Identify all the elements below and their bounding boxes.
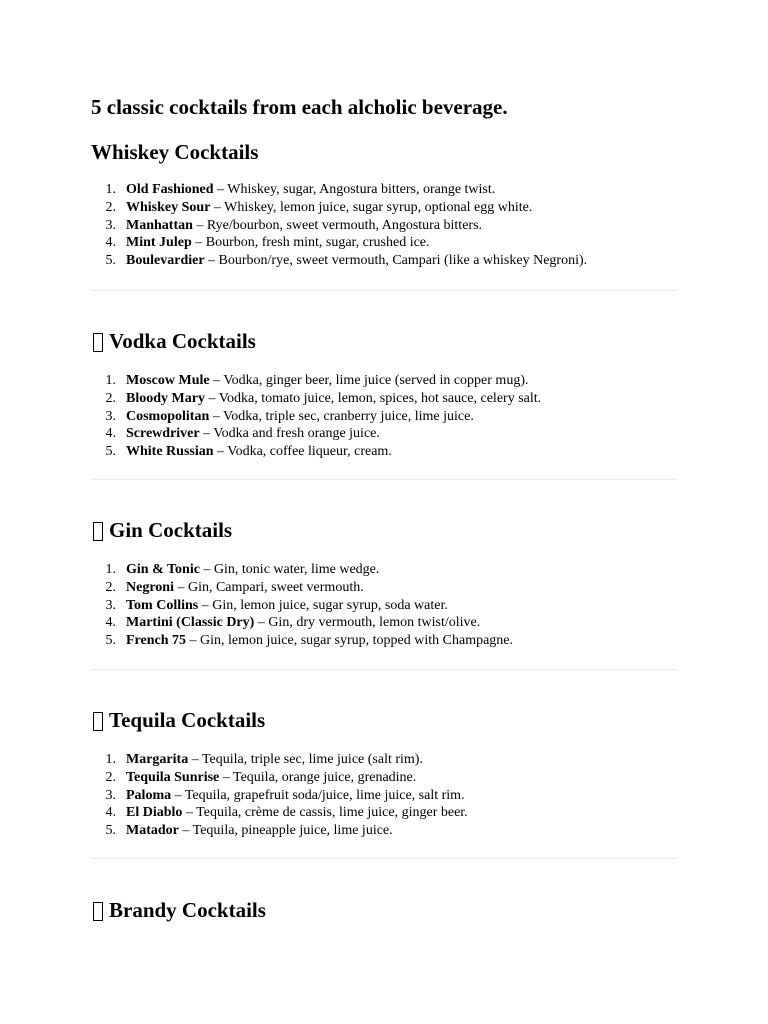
section-heading-text: Tequila Cocktails: [109, 708, 266, 732]
cocktail-description: – Vodka, ginger beer, lime juice (served in copper mug).: [209, 373, 529, 388]
list-item: [91, 390, 677, 408]
section-divider: [91, 290, 677, 291]
cocktail-description: – Bourbon/rye, sweet vermouth, Campari (like a whiskey Negroni).: [204, 253, 588, 269]
item-number: 1.: [105, 182, 116, 197]
cocktail-name: Bloody Mary: [126, 390, 205, 406]
cocktail-name: French 75: [126, 633, 187, 649]
list-item: [91, 804, 677, 822]
list-item: [91, 252, 677, 270]
cocktail-list-whiskey: [91, 181, 677, 270]
cocktail-name: Manhattan: [126, 217, 193, 233]
cocktail-description: – Gin, lemon juice, sugar syrup, soda water.: [198, 597, 448, 613]
list-item: [91, 769, 677, 787]
item-number: 2.: [105, 579, 116, 595]
cocktail-description: – Tequila, crème de cassis, lime juice, ginger beer.: [182, 805, 468, 821]
list-item: [91, 632, 677, 650]
missing-glyph-icon: [93, 333, 103, 352]
item-number: 5.: [105, 633, 116, 649]
item-number: 4.: [105, 615, 116, 631]
cocktail-description: – Gin, tonic water, lime wedge.: [199, 562, 380, 577]
missing-glyph-icon: [93, 712, 103, 731]
item-number: 1.: [105, 752, 116, 767]
section-whiskey: [91, 138, 677, 270]
item-number: 5.: [105, 444, 116, 460]
cocktail-description: – Vodka, coffee liqueur, cream.: [213, 444, 392, 460]
item-number: 4.: [105, 805, 116, 821]
cocktail-name: Tom Collins: [126, 597, 199, 613]
item-number: 3.: [105, 408, 116, 424]
item-number: 1.: [105, 373, 116, 388]
item-number: 4.: [105, 235, 116, 251]
cocktail-description: – Vodka and fresh orange juice.: [199, 426, 380, 442]
section-heading-brandy: [91, 896, 677, 924]
list-item: [91, 561, 677, 579]
cocktail-name: Matador: [126, 823, 179, 839]
list-item: [91, 822, 677, 840]
section-heading-text: Brandy Cocktails: [109, 898, 266, 922]
item-number: 3.: [105, 217, 116, 233]
section-divider: [91, 858, 677, 859]
cocktail-name: Paloma: [126, 787, 172, 803]
cocktail-name: Moscow Mule: [126, 373, 210, 388]
list-item: [91, 234, 677, 252]
section-tequila: [91, 706, 677, 840]
item-number: 1.: [105, 562, 116, 577]
cocktail-description: – Tequila, grapefruit soda/juice, lime juice, salt rim.: [171, 787, 465, 803]
cocktail-name: Margarita: [126, 752, 189, 767]
cocktail-name: El Diablo: [126, 805, 183, 821]
list-item: [91, 408, 677, 426]
section-brandy: [91, 896, 677, 924]
section-heading-vodka: [91, 327, 677, 355]
section-heading-text: Whiskey Cocktails: [91, 140, 259, 164]
cocktail-list-vodka: [91, 372, 677, 461]
cocktail-description: – Gin, lemon juice, sugar syrup, topped with Champagne.: [186, 633, 514, 649]
cocktail-name: Old Fashioned: [126, 182, 214, 197]
cocktail-description: – Bourbon, fresh mint, sugar, crushed ice.: [191, 235, 430, 251]
list-item: [91, 199, 677, 217]
list-item: [91, 443, 677, 461]
cocktail-name: Boulevardier: [126, 253, 205, 269]
document-title: 5 classic cocktails from each alcholic beverage.: [91, 95, 508, 119]
cocktail-name: Screwdriver: [126, 426, 200, 442]
list-item: [91, 579, 677, 597]
cocktail-description: – Vodka, triple sec, cranberry juice, lime juice.: [209, 408, 474, 424]
missing-glyph-icon: [93, 522, 103, 541]
cocktail-name: Martini (Classic Dry): [126, 615, 255, 631]
list-item: [91, 787, 677, 805]
cocktail-description: – Gin, dry vermouth, lemon twist/olive.: [254, 615, 481, 631]
cocktail-description: – Whiskey, sugar, Angostura bitters, orange twist.: [213, 182, 496, 197]
list-item: [91, 597, 677, 615]
list-item: [91, 217, 677, 235]
missing-glyph-icon: [93, 902, 103, 921]
section-heading-text: Vodka Cocktails: [109, 329, 256, 353]
cocktail-description: – Tequila, pineapple juice, lime juice.: [178, 823, 393, 839]
cocktail-name: Cosmopolitan: [126, 408, 210, 424]
item-number: 4.: [105, 426, 116, 442]
item-number: 3.: [105, 597, 116, 613]
cocktail-name: Mint Julep: [126, 235, 192, 251]
section-vodka: [91, 327, 677, 461]
section-gin: [91, 516, 677, 650]
list-item: [91, 181, 677, 199]
cocktail-name: Tequila Sunrise: [126, 769, 220, 785]
cocktail-name: Gin & Tonic: [126, 562, 200, 577]
list-item: [91, 751, 677, 769]
cocktail-description: – Rye/bourbon, sweet vermouth, Angostura bitters.: [192, 217, 483, 233]
item-number: 5.: [105, 253, 116, 269]
item-number: 2.: [105, 769, 116, 785]
section-heading-tequila: [91, 706, 677, 734]
cocktail-name: Negroni: [126, 579, 174, 595]
cocktail-description: – Tequila, triple sec, lime juice (salt rim).: [188, 752, 423, 767]
cocktail-name: White Russian: [126, 444, 214, 460]
cocktail-list-gin: [91, 561, 677, 650]
cocktail-list-tequila: [91, 751, 677, 840]
cocktail-description: – Tequila, orange juice, grenadine.: [219, 769, 417, 785]
list-item: [91, 372, 677, 390]
section-heading-whiskey: [91, 138, 677, 166]
list-item: [91, 425, 677, 443]
cocktail-description: – Whiskey, lemon juice, sugar syrup, optional egg white.: [210, 199, 533, 215]
item-number: 5.: [105, 823, 116, 839]
cocktail-name: Whiskey Sour: [126, 199, 211, 215]
item-number: 2.: [105, 390, 116, 406]
section-divider: [91, 669, 677, 670]
list-item: [91, 614, 677, 632]
cocktail-description: – Vodka, tomato juice, lemon, spices, hot sauce, celery salt.: [204, 390, 542, 406]
cocktail-description: – Gin, Campari, sweet vermouth.: [173, 579, 364, 595]
section-heading-gin: [91, 516, 677, 544]
item-number: 3.: [105, 787, 116, 803]
section-divider: [91, 479, 677, 480]
section-heading-text: Gin Cocktails: [109, 518, 233, 542]
item-number: 2.: [105, 199, 116, 215]
